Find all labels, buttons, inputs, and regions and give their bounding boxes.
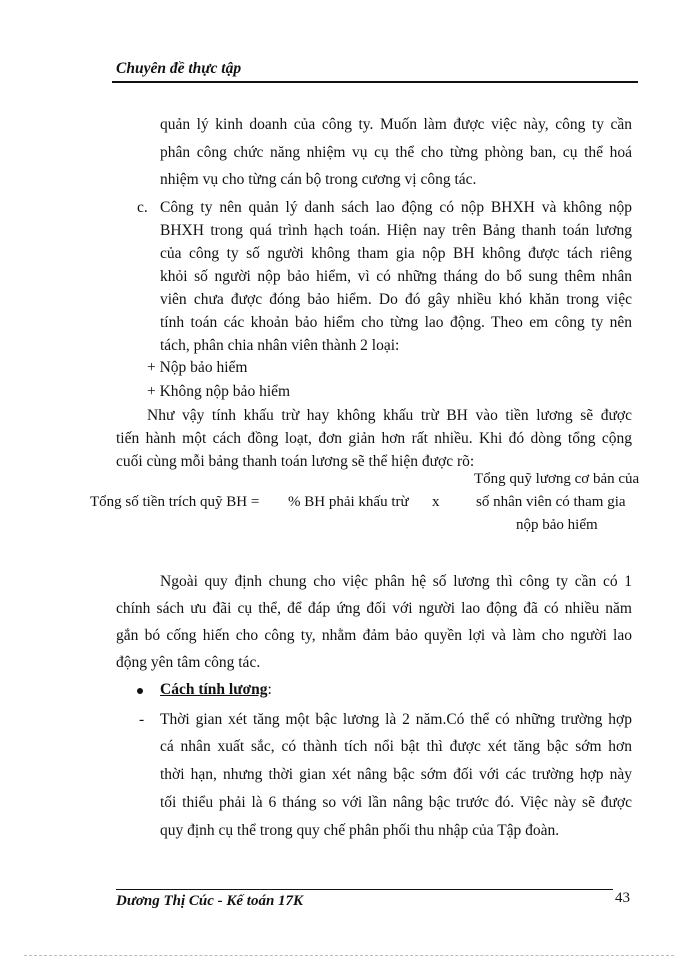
policy-line: Ngoài quy định chung cho việc phân hệ số lương thì công ty cần có 1 bbox=[160, 573, 632, 590]
option-pay-insurance: + Nộp bảo hiểm bbox=[147, 359, 248, 376]
dash-item-line: tối thiểu phải là 6 tháng so với lần nâng bậc trước đó. Việc này sẽ được bbox=[160, 794, 632, 811]
item-c-line: tính toán các khoản bảo hiểm cho từng lao động. Theo em công ty nên bbox=[160, 314, 632, 331]
policy-line: chính sách ưu đãi cụ thể, để đáp ứng đối với người lao động đã có nhiều năm bbox=[116, 600, 632, 617]
footer-author: Dương Thị Cúc - Kế toán 17K bbox=[116, 893, 304, 909]
summary-line: cuối cùng mỗi bảng thanh toán lương sẽ thể hiện được rõ: bbox=[116, 453, 475, 470]
intro-line: quản lý kinh doanh của công ty. Muốn làm được việc này, công ty cần bbox=[160, 116, 632, 133]
item-c-marker: c. bbox=[137, 199, 148, 216]
intro-line: nhiệm vụ cho từng cán bộ trong cương vị công tác. bbox=[160, 171, 477, 188]
formula-operator: x bbox=[432, 494, 440, 510]
item-c-line: Công ty nên quản lý danh sách lao động có nộp BHXH và không nộp bbox=[160, 199, 632, 216]
intro-line: phân công chức năng nhiệm vụ cụ thể cho từng phòng ban, cụ thể hoá bbox=[160, 144, 632, 161]
policy-line: động yên tâm công tác. bbox=[116, 654, 261, 671]
dash-marker: - bbox=[139, 711, 145, 728]
formula-left: Tổng số tiền trích quỹ BH = bbox=[90, 494, 260, 510]
formula-middle: % BH phải khấu trừ bbox=[288, 494, 409, 510]
page-number: 43 bbox=[615, 890, 630, 906]
option-no-insurance: + Không nộp bảo hiểm bbox=[147, 383, 291, 400]
item-c-line: viên chưa được đóng bảo hiểm. Do đó gây nhiều khó khăn trong việc bbox=[160, 291, 632, 308]
header-rule bbox=[112, 81, 638, 83]
page-header-title: Chuyên đề thực tập bbox=[116, 60, 242, 77]
dash-item-line: Thời gian xét tăng một bậc lương là 2 năm.Có thể có những trường hợp bbox=[160, 711, 632, 728]
section-colon: : bbox=[267, 681, 272, 698]
dash-item-line: quy định cụ thể trong quy chế phân phối thu nhập của Tập đoàn. bbox=[160, 822, 560, 839]
item-c-line: của công ty số người không tham gia nộp BH không được tách riêng bbox=[160, 245, 632, 262]
section-title bbox=[160, 676, 272, 704]
policy-line: gắn bó cống hiến cho công ty, nhằm đảm bảo quyền lợi và làm cho người lao bbox=[116, 627, 632, 644]
section-title-text: Cách tính lương bbox=[160, 681, 268, 698]
summary-line: Như vậy tính khấu trừ hay không khấu trừ BH vào tiền lương sẽ được bbox=[147, 407, 632, 424]
formula-right-line: nộp bảo hiểm bbox=[516, 517, 598, 533]
item-c-line: BHXH trong quá trình hạch toán. Hiện nay trên Bảng thanh toán lương bbox=[160, 222, 632, 239]
dash-item-line: cá nhân xuất sắc, có thành tích nổi bật thì được xét tăng bậc sớm hơn bbox=[160, 738, 632, 755]
formula-right-line: số nhân viên có tham gia bbox=[476, 494, 626, 510]
summary-line: tiến hành một cách đồng loạt, đơn giản hơn rất nhiều. Khi đó dòng tổng cộng bbox=[116, 430, 632, 447]
bullet-icon bbox=[137, 676, 143, 704]
page-edge-divider bbox=[24, 955, 674, 956]
item-c-line: tách, phân chia nhân viên thành 2 loại: bbox=[160, 337, 400, 354]
footer-rule bbox=[116, 889, 613, 890]
dash-item-line: thời hạn, nhưng thời gian xét nâng bậc sớm đối với các trường hợp này bbox=[160, 766, 632, 783]
formula-right-line: Tổng quỹ lương cơ bản của bbox=[474, 471, 640, 487]
item-c-line: khỏi số người nộp bảo hiểm, vì có những tháng do bổ sung thêm nhân bbox=[160, 268, 632, 285]
